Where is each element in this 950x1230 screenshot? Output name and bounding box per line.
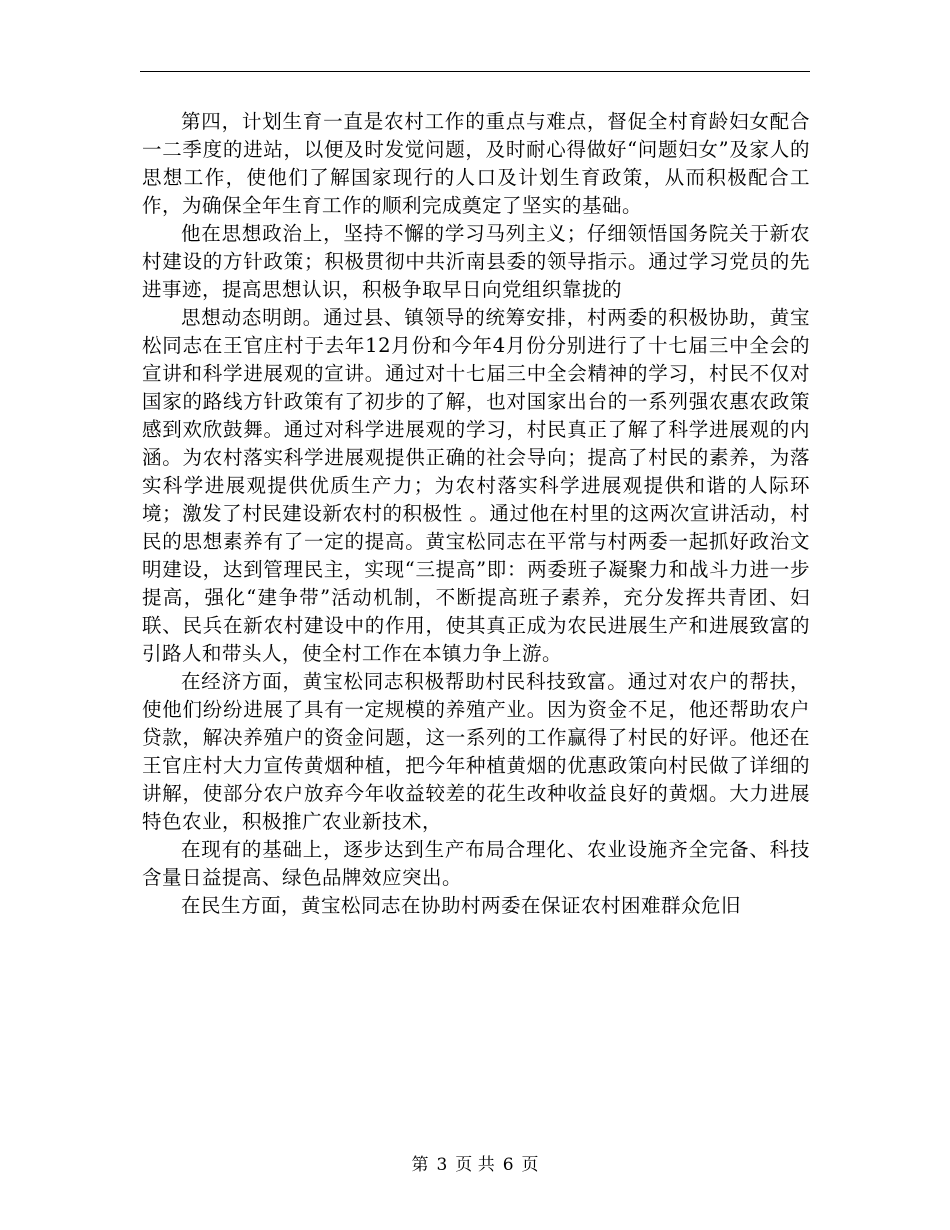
footer-prefix: 第 [411,1155,429,1175]
paragraph-ideology-promotion: 思想动态明朗。通过县、镇领导的统筹安排，村两委的积极协助，黄宝松同志在王官庄村于去年12月份和今年4月份分别进行了十七届三中全会的宣讲和科学进展观的宣讲。通过对十七届三中全会精神的学习，村民不仅对国家的路线方针政策有了初步的了解，也对国家出台的一系列强农惠农政策感到欢欣鼓舞。通过对科学进展观的学习，村民真正了解了科学进展观的内涵。为农村落实科学进展观提供正确的社会导向；提高了村民的素养，为落实科学进展观提供优质生产力；为农村落实科学进展观提供和谐的人际环境；激发了村民建设新农村的积极性 。通过他在村里的这两次宣讲活动，村民的思想素养有了一定的提高。黄宝松同志在平常与村两委一起抓好政治文明建设，达到管理民主，实现“三提高”即：两委班子凝聚力和战斗力进一步提高，强化“建争带”活动机制，不断提高班子素养，充分发挥共青团、妇联、民兵在新农村建设中的作用，使其真正成为农民进展生产和进展致富的引路人和带头人，使全村工作在本镇力争上游。 [142,306,810,665]
paragraph-livelihood: 在民生方面，黄宝松同志在协助村两委在保证农村困难群众危旧 [181,894,742,917]
paragraph-family-planning: 第四，计划生育一直是农村工作的重点与难点，督促全村育龄妇女配合一二季度的进站，以便及时发觉问题，及时耐心得做好“问题妇女”及家人的思想工作，使他们了解国家现行的人口及计划生育政策，从而积极配合工作，为确保全年生育工作的顺利完成奠定了坚实的基础。 [142,110,810,217]
header-rule [140,71,810,72]
paragraph-economy: 在经济方面，黄宝松同志积极帮助村民科技致富。通过对农户的帮扶，使他们纷纷进展了具有一定规模的养殖产业。因为资金不足，他还帮助农户贷款，解决养殖户的资金问题，这一系列的工作赢得了村民的好评。他还在王官庄村大力宣传黄烟种植，把今年种植黄烟的优惠政策向村民做了详细的讲解，使部分农户放弃今年收益较差的花生改种收益良好的黄烟。大力进展特色农业，积极推广农业新技术， [142,670,810,833]
footer-middle: 页 共 [455,1155,495,1175]
paragraph-political-study: 他在思想政治上，坚持不懈的学习马列主义；仔细领悟国务院关于新农村建设的方针政策；积极贯彻中共沂南县委的领导指示。通过学习党员的先进事迹，提高思想认识，积极争取早日向党组织靠拢的 [142,222,810,301]
page-footer [0,1154,950,1176]
document-body [142,108,810,920]
footer-suffix: 页 [521,1155,539,1175]
paragraph-agriculture-layout: 在现有的基础上，逐步达到生产布局合理化、农业设施齐全完备、科技含量日益提高、绿色品牌效应突出。 [142,838,810,889]
current-page-number: 3 [436,1155,448,1175]
total-page-number: 6 [502,1155,514,1175]
